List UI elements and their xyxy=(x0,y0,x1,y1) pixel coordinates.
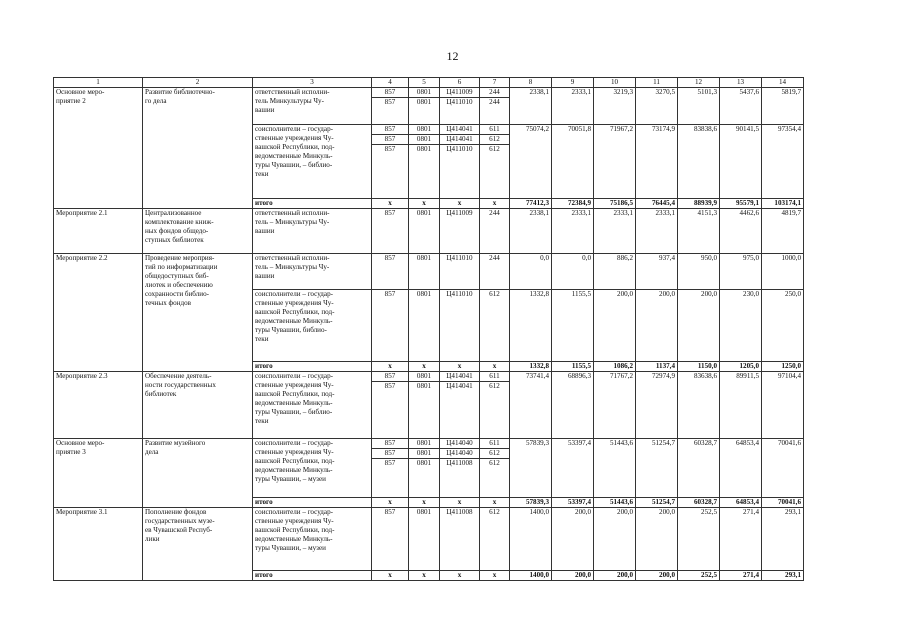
value-cell: 937,4 xyxy=(636,254,678,290)
executor-line: вашской Республики, под- xyxy=(255,526,335,534)
executor-line: теки xyxy=(255,170,269,178)
total-value: 88939,9 xyxy=(678,199,720,209)
total-value: 64853,4 xyxy=(720,498,762,508)
measure-title-line: Пополнение фондов xyxy=(145,508,207,516)
code-c6: Ц411010 xyxy=(440,98,480,125)
total-value: 1086,2 xyxy=(594,362,636,372)
value-cell: 90141,5 xyxy=(720,125,762,199)
code-c4: 857 xyxy=(372,372,409,382)
total-value: 1400,0 xyxy=(510,571,552,581)
value-cell: 97104,4 xyxy=(762,372,804,439)
total-value: 70041,6 xyxy=(762,498,804,508)
executor-line: тель Минкультуры Чу- xyxy=(255,97,324,105)
code-c4: 857 xyxy=(372,459,409,498)
total-label: итого xyxy=(253,571,372,581)
value-cell: 89911,5 xyxy=(720,372,762,439)
code-c6: Ц411010 xyxy=(440,145,480,199)
executor xyxy=(253,209,372,254)
value-cell: 0,0 xyxy=(510,254,552,290)
table-row xyxy=(54,372,804,382)
executor-line: теки xyxy=(255,335,269,343)
executor xyxy=(253,290,372,362)
code-c4: 857 xyxy=(372,290,409,362)
executor-line: ведомственные Минкуль- xyxy=(255,535,333,543)
measure-name: Мероприятие 3.1 xyxy=(54,508,143,581)
value-cell: 71967,2 xyxy=(594,125,636,199)
header-cell: 8 xyxy=(510,78,552,88)
code-c7: 612 xyxy=(480,135,510,145)
measure-name-line: приятие 2 xyxy=(56,97,86,105)
header-cell: 14 xyxy=(762,78,804,88)
executor-line: вашской Республики, под- xyxy=(255,308,335,316)
executor-line: ственные учреждения Чу- xyxy=(255,381,334,389)
code-c5: 0801 xyxy=(409,254,440,290)
code-c5: 0801 xyxy=(409,88,440,98)
code-c6: Ц411009 xyxy=(440,209,480,254)
executor-line: ответственный исполни- xyxy=(255,254,330,262)
executor-line: ответственный исполни- xyxy=(255,209,330,217)
executor-line: тель – Минкультуры Чу- xyxy=(255,218,330,226)
value-cell: 1155,5 xyxy=(552,290,594,362)
executor-line: вашской Республики, под- xyxy=(255,457,335,465)
table-row xyxy=(54,439,804,449)
total-x: x xyxy=(409,199,440,209)
measure-name: Мероприятие 2.1 xyxy=(54,209,143,254)
total-x: x xyxy=(440,362,480,372)
header-cell: 3 xyxy=(253,78,372,88)
total-x: x xyxy=(480,571,510,581)
value-cell: 73174,9 xyxy=(636,125,678,199)
code-c7: 611 xyxy=(480,372,510,382)
code-c6: Ц411010 xyxy=(440,290,480,362)
value-cell: 0,0 xyxy=(552,254,594,290)
measure-title xyxy=(143,254,253,372)
measure-title-line: течных фондов xyxy=(145,299,191,307)
total-value: 1250,0 xyxy=(762,362,804,372)
code-c5: 0801 xyxy=(409,372,440,382)
total-value: 60328,7 xyxy=(678,498,720,508)
total-value: 200,0 xyxy=(552,571,594,581)
measure-name: Мероприятие 2.2 xyxy=(54,254,143,372)
table-row xyxy=(54,88,804,98)
total-x: x xyxy=(372,571,409,581)
value-cell: 72974,9 xyxy=(636,372,678,439)
total-value: 200,0 xyxy=(594,571,636,581)
executor-line: вашии xyxy=(255,227,275,235)
value-cell: 73741,4 xyxy=(510,372,552,439)
measure-name xyxy=(54,88,143,209)
code-c7: 244 xyxy=(480,88,510,98)
total-value: 51254,7 xyxy=(636,498,678,508)
value-cell: 200,0 xyxy=(636,508,678,571)
measure-title-line: го дела xyxy=(145,97,167,105)
code-c6: Ц411008 xyxy=(440,459,480,498)
executor-line: вашии xyxy=(255,272,275,280)
executor-line: соисполнители – государ- xyxy=(255,439,333,447)
code-c6: Ц411009 xyxy=(440,88,480,98)
value-cell: 70051,8 xyxy=(552,125,594,199)
code-c5: 0801 xyxy=(409,290,440,362)
total-value: 103174,1 xyxy=(762,199,804,209)
total-label: итого xyxy=(253,498,372,508)
total-label: итого xyxy=(253,362,372,372)
value-cell: 60328,7 xyxy=(678,439,720,498)
total-value: 1332,8 xyxy=(510,362,552,372)
header-cell: 4 xyxy=(372,78,409,88)
measure-title xyxy=(143,372,253,439)
total-value: 57839,3 xyxy=(510,498,552,508)
value-cell: 2333,1 xyxy=(552,209,594,254)
executor-line: ственные учреждения Чу- xyxy=(255,448,334,456)
value-cell: 200,0 xyxy=(636,290,678,362)
total-x: x xyxy=(409,571,440,581)
code-c6: Ц411010 xyxy=(440,254,480,290)
code-c7: 611 xyxy=(480,125,510,135)
executor xyxy=(253,254,372,290)
measure-title-line: ных фондов общедо- xyxy=(145,227,209,235)
executor-line: ведомственные Минкуль- xyxy=(255,152,333,160)
value-cell: 57839,3 xyxy=(510,439,552,498)
code-c7: 244 xyxy=(480,254,510,290)
total-value: 53397,4 xyxy=(552,498,594,508)
total-x: x xyxy=(372,498,409,508)
measure-title-line: ности государственных xyxy=(145,381,216,389)
header-cell: 9 xyxy=(552,78,594,88)
total-x: x xyxy=(409,498,440,508)
value-cell: 4151,3 xyxy=(678,209,720,254)
measure-title-line: лиотек и обеспечению xyxy=(145,281,213,289)
total-value: 293,1 xyxy=(762,571,804,581)
value-cell: 250,0 xyxy=(762,290,804,362)
table-header-row xyxy=(54,78,804,88)
total-value: 77412,3 xyxy=(510,199,552,209)
total-value: 1155,5 xyxy=(552,362,594,372)
code-c6: Ц414041 xyxy=(440,135,480,145)
value-cell: 2338,1 xyxy=(510,88,552,125)
executor-line: ответственный исполни- xyxy=(255,88,330,96)
measure-title-line: ев Чувашской Респуб- xyxy=(145,526,213,534)
measure-title-line: сохранности библио- xyxy=(145,290,209,298)
value-cell: 5819,7 xyxy=(762,88,804,125)
executor-line: туры Чувашии, – музеи xyxy=(255,475,326,483)
executor-line: туры Чувашии, библио- xyxy=(255,326,327,334)
code-c5: 0801 xyxy=(409,125,440,135)
code-c4: 857 xyxy=(372,135,409,145)
code-c6: Ц414041 xyxy=(440,125,480,135)
value-cell: 70041,6 xyxy=(762,439,804,498)
code-c5: 0801 xyxy=(409,209,440,254)
executor-line: соисполнители – государ- xyxy=(255,125,333,133)
value-cell: 75074,2 xyxy=(510,125,552,199)
total-x: x xyxy=(372,362,409,372)
code-c4: 857 xyxy=(372,209,409,254)
executor-line: теки xyxy=(255,417,269,425)
executor-line: ведомственные Минкуль- xyxy=(255,399,333,407)
total-value: 75186,5 xyxy=(594,199,636,209)
measure-name-line: приятие 3 xyxy=(56,448,86,456)
executor-line: туры Чувашии, – музеи xyxy=(255,544,326,552)
measure-title xyxy=(143,508,253,581)
table-row xyxy=(54,508,804,571)
code-c7: 612 xyxy=(480,508,510,571)
value-cell: 200,0 xyxy=(678,290,720,362)
value-cell: 5101,3 xyxy=(678,88,720,125)
measure-title-line: общедоступных биб- xyxy=(145,272,209,280)
code-c7: 612 xyxy=(480,145,510,199)
measure-title-line: Развитие музейного xyxy=(145,439,206,447)
code-c7: 612 xyxy=(480,382,510,439)
header-cell: 6 xyxy=(440,78,480,88)
measure-name xyxy=(54,439,143,508)
executor-line: тель – Минкультуры Чу- xyxy=(255,263,330,271)
value-cell: 51254,7 xyxy=(636,439,678,498)
code-c5: 0801 xyxy=(409,508,440,571)
value-cell: 230,0 xyxy=(720,290,762,362)
code-c4: 857 xyxy=(372,125,409,135)
value-cell: 271,4 xyxy=(720,508,762,571)
measure-name-line: Основное меро- xyxy=(56,88,105,96)
value-cell: 83838,6 xyxy=(678,125,720,199)
header-cell: 13 xyxy=(720,78,762,88)
value-cell: 53397,4 xyxy=(552,439,594,498)
code-c7: 612 xyxy=(480,449,510,459)
value-cell: 950,0 xyxy=(678,254,720,290)
total-value: 76445,4 xyxy=(636,199,678,209)
measure-title-line: Проведение мероприя- xyxy=(145,254,215,262)
value-cell: 2333,1 xyxy=(636,209,678,254)
page-number: 12 xyxy=(446,49,459,63)
executor-line: ственные учреждения Чу- xyxy=(255,517,334,525)
total-value: 1137,4 xyxy=(636,362,678,372)
value-cell: 1000,0 xyxy=(762,254,804,290)
value-cell: 83638,6 xyxy=(678,372,720,439)
value-cell: 2333,1 xyxy=(552,88,594,125)
measure-title xyxy=(143,88,253,209)
value-cell: 97354,4 xyxy=(762,125,804,199)
measure-title-line: ступных библиотек xyxy=(145,236,204,244)
code-c4: 857 xyxy=(372,98,409,125)
header-cell: 11 xyxy=(636,78,678,88)
code-c6: Ц414041 xyxy=(440,382,480,439)
executor-line: вашии xyxy=(255,106,275,114)
total-x: x xyxy=(480,362,510,372)
header-cell: 12 xyxy=(678,78,720,88)
header-cell: 2 xyxy=(143,78,253,88)
code-c4: 857 xyxy=(372,449,409,459)
value-cell: 2333,1 xyxy=(594,209,636,254)
code-c6: Ц411008 xyxy=(440,508,480,571)
code-c7: 244 xyxy=(480,209,510,254)
executor xyxy=(253,439,372,498)
value-cell: 252,5 xyxy=(678,508,720,571)
executor xyxy=(253,508,372,571)
value-cell: 200,0 xyxy=(594,508,636,571)
value-cell: 200,0 xyxy=(594,290,636,362)
executor-line: вашской Республики, под- xyxy=(255,390,335,398)
executor-line: ственные учреждения Чу- xyxy=(255,134,334,142)
executor-line: вашской Республики, под- xyxy=(255,143,335,151)
header-cell: 7 xyxy=(480,78,510,88)
total-value: 252,5 xyxy=(678,571,720,581)
header-cell: 10 xyxy=(594,78,636,88)
total-x: x xyxy=(480,498,510,508)
measure-title-line: тий по информатизации xyxy=(145,263,218,271)
measure-title-line: Централизованное xyxy=(145,209,202,217)
executor-line: туры Чувашии, – библио- xyxy=(255,161,333,169)
code-c6: Ц414040 xyxy=(440,439,480,449)
value-cell: 4462,6 xyxy=(720,209,762,254)
executor xyxy=(253,125,372,199)
total-value: 200,0 xyxy=(636,571,678,581)
total-x: x xyxy=(440,199,480,209)
value-cell: 2338,1 xyxy=(510,209,552,254)
measure-title xyxy=(143,439,253,508)
total-x: x xyxy=(409,362,440,372)
executor-line: туры Чувашии, – библио- xyxy=(255,408,333,416)
value-cell: 1332,8 xyxy=(510,290,552,362)
total-value: 1205,0 xyxy=(720,362,762,372)
code-c4: 857 xyxy=(372,145,409,199)
total-x: x xyxy=(440,571,480,581)
budget-table xyxy=(53,77,804,581)
executor-line: соисполнители – государ- xyxy=(255,290,333,298)
value-cell: 293,1 xyxy=(762,508,804,571)
code-c7: 244 xyxy=(480,98,510,125)
measure-title-line: Обеспечение деятель- xyxy=(145,372,212,380)
table-body xyxy=(54,78,804,581)
code-c4: 857 xyxy=(372,508,409,571)
code-c5: 0801 xyxy=(409,145,440,199)
table-row xyxy=(54,209,804,254)
code-c5: 0801 xyxy=(409,439,440,449)
total-value: 271,4 xyxy=(720,571,762,581)
measure-title-line: Развитие библиотечно- xyxy=(145,88,215,96)
code-c7: 612 xyxy=(480,459,510,498)
code-c4: 857 xyxy=(372,439,409,449)
executor-line: ведомственные Минкуль- xyxy=(255,317,333,325)
measure-name: Мероприятие 2.3 xyxy=(54,372,143,439)
total-value: 51443,6 xyxy=(594,498,636,508)
executor-line: соисполнители – государ- xyxy=(255,508,333,516)
total-x: x xyxy=(372,199,409,209)
total-x: x xyxy=(480,199,510,209)
total-value: 72384,9 xyxy=(552,199,594,209)
value-cell: 3270,5 xyxy=(636,88,678,125)
header-cell: 1 xyxy=(54,78,143,88)
value-cell: 1400,0 xyxy=(510,508,552,571)
total-value: 95579,1 xyxy=(720,199,762,209)
value-cell: 975,0 xyxy=(720,254,762,290)
table-row xyxy=(54,254,804,290)
measure-title-line: дела xyxy=(145,448,159,456)
code-c5: 0801 xyxy=(409,135,440,145)
code-c6: Ц414041 xyxy=(440,372,480,382)
value-cell: 886,2 xyxy=(594,254,636,290)
code-c6: Ц414040 xyxy=(440,449,480,459)
code-c4: 857 xyxy=(372,382,409,439)
value-cell: 68896,3 xyxy=(552,372,594,439)
executor-line: соисполнители – государ- xyxy=(255,372,333,380)
executor-line: ственные учреждения Чу- xyxy=(255,299,334,307)
code-c5: 0801 xyxy=(409,449,440,459)
code-c5: 0801 xyxy=(409,98,440,125)
value-cell: 5437,6 xyxy=(720,88,762,125)
total-value: 1150,0 xyxy=(678,362,720,372)
header-cell: 5 xyxy=(409,78,440,88)
code-c7: 611 xyxy=(480,439,510,449)
value-cell: 71767,2 xyxy=(594,372,636,439)
value-cell: 4819,7 xyxy=(762,209,804,254)
measure-title-line: комплектование книж- xyxy=(145,218,214,226)
code-c4: 857 xyxy=(372,88,409,98)
value-cell: 64853,4 xyxy=(720,439,762,498)
measure-name-line: Основное меро- xyxy=(56,439,105,447)
value-cell: 3219,3 xyxy=(594,88,636,125)
measure-title-line: лики xyxy=(145,535,160,543)
code-c5: 0801 xyxy=(409,382,440,439)
total-label: итого xyxy=(253,199,372,209)
executor xyxy=(253,372,372,439)
measure-title xyxy=(143,209,253,254)
value-cell: 200,0 xyxy=(552,508,594,571)
code-c4: 857 xyxy=(372,254,409,290)
total-x: x xyxy=(440,498,480,508)
code-c7: 612 xyxy=(480,290,510,362)
executor xyxy=(253,88,372,125)
value-cell: 51443,6 xyxy=(594,439,636,498)
executor-line: ведомственные Минкуль- xyxy=(255,466,333,474)
measure-title-line: библиотек xyxy=(145,390,177,398)
measure-title-line: государственных музе- xyxy=(145,517,215,525)
code-c5: 0801 xyxy=(409,459,440,498)
